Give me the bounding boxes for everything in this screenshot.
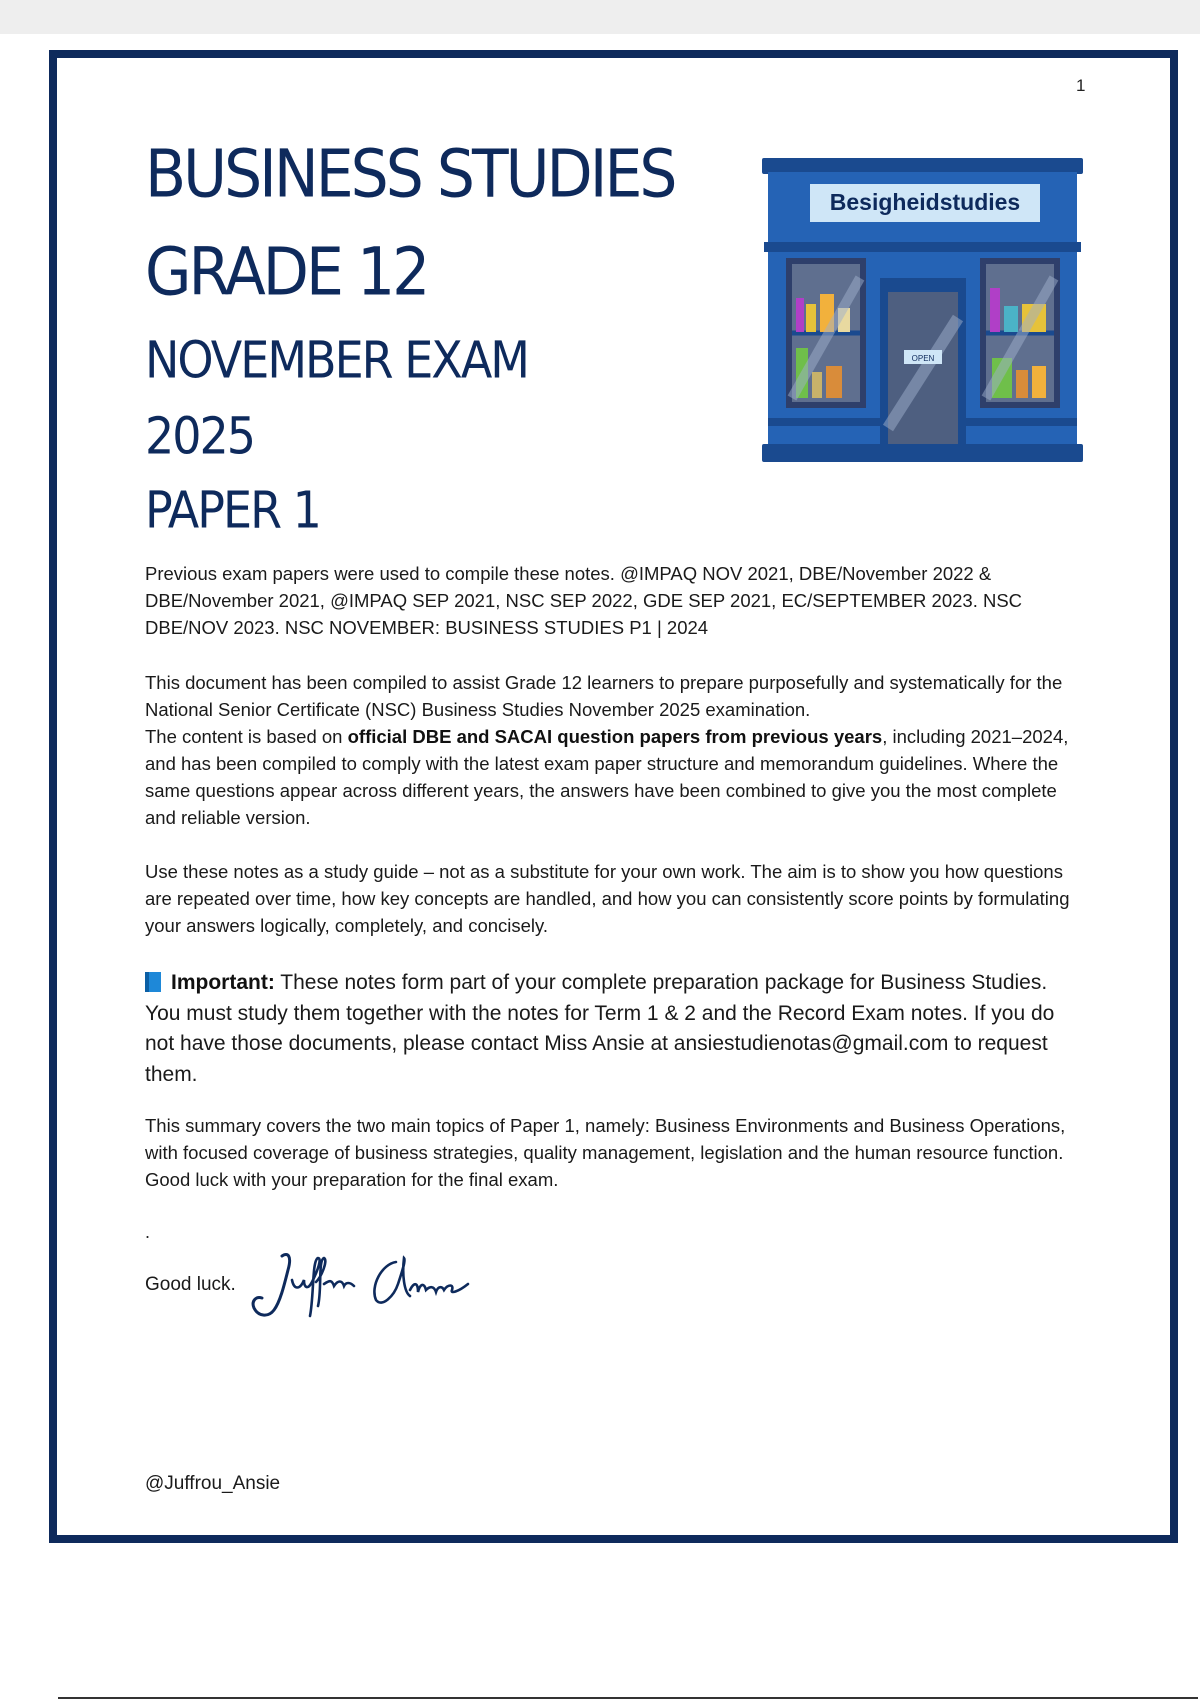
title-exam: NOVEMBER EXAM [145, 330, 528, 390]
purpose-paragraph [145, 669, 1085, 831]
title-paper: PAPER 1 [145, 480, 320, 540]
summary-text-1: This summary covers the two main topics of Paper 1, namely: Business Environments and Business Operations, with focused coverage of business strategies, quality management, legislation and the human resource function. [145, 1115, 1066, 1163]
title-year: 2025 [145, 406, 255, 466]
shop-sign-text: Besigheidstudies [829, 189, 1021, 215]
title-grade: GRADE 12 [145, 234, 428, 311]
summary-paragraph [145, 1112, 1085, 1193]
purpose-text-2c: , including 2021–2024, and has been compiled to comply with the latest exam paper structure and memorandum guidelines. Where the same questions appear across different years, the answers have been combined to give you the most complete and reliable version. [145, 726, 1069, 828]
stray-dot: . [145, 1222, 151, 1242]
shopfront-illustration [760, 158, 1085, 464]
page-number: 1 [1076, 76, 1086, 95]
purpose-text-2b-bold: official DBE and SACAI question papers from previous years [347, 726, 883, 747]
viewer-top-bar [0, 0, 1200, 34]
title-subject: BUSINESS STUDIES [145, 136, 675, 213]
book-icon [145, 972, 161, 992]
important-label: Important: [171, 971, 275, 994]
sources-paragraph: Previous exam papers were used to compile these notes. @IMPAQ NOV 2021, DBE/November 2022 & DBE/November 2021, @IMPAQ SEP 2021, NSC SEP 2022, GDE SEP 2021, EC/SEPTEMBER 2023. NSC DBE/NOV 2023. NSC NOVEMBER: BUSINESS STUDIES P1 | 2024 [145, 563, 1023, 638]
usage-paragraph: Use these notes as a study guide – not as a substitute for your own work. The aim is to show you how questions are repeated over time, how key concepts are handled, and how you can consistently score points by formulating your answers logically, completely, and concisely. [145, 861, 1070, 936]
summary-text-2: Good luck with your preparation for the final exam. [145, 1169, 559, 1190]
bottom-rule [58, 1697, 1198, 1699]
good-luck-text: Good luck. [145, 1274, 236, 1295]
purpose-text-1: This document has been compiled to assist Grade 12 learners to prepare purposefully and systematically for the National Senior Certificate (NSC) Business Studies November 2025 examination. [145, 672, 1063, 720]
social-handle: @Juffrou_Ansie [145, 1473, 281, 1494]
open-sign-text: OPEN [911, 354, 935, 363]
important-paragraph [145, 968, 1085, 1090]
purpose-text-2a: The content is based on [145, 726, 348, 747]
important-text: These notes form part of your complete preparation package for Business Studies. You must study them together with the notes for Term 1 & 2 and the Record Exam notes. If you do not have those documents, please contact Miss Ansie at ansiestudienotas@gmail.com to request them. [145, 971, 1055, 1086]
signature [246, 1246, 476, 1322]
